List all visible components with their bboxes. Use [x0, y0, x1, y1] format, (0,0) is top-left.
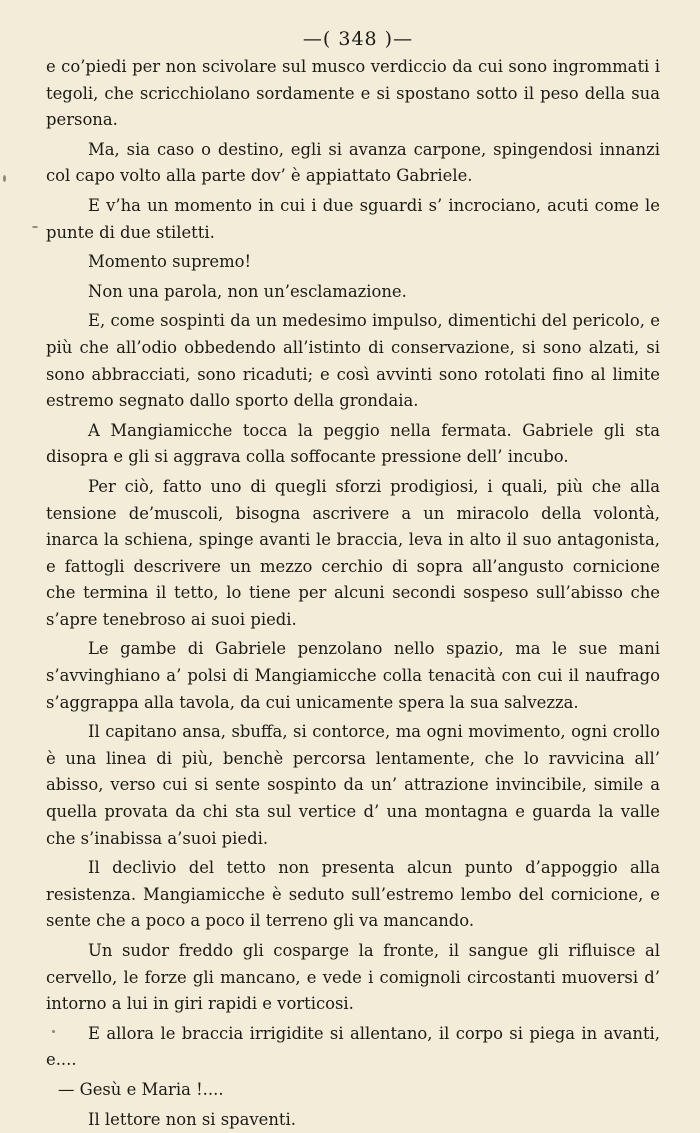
paragraph: Per ciò, fatto uno di quegli sforzi prodigiosi, i quali, più che alla tensione de’muscoli, bisogna ascrivere a un miracolo della volontà, inarca la schiena, spinge avanti le braccia, leva in alto il suo antagonista, e fattogli descrivere un mezzo cerchio di sopra all’angusto cornicione che termina il tetto, lo tiene per alcuni secondi sospeso sull’abisso che s’apre tenebroso ai suoi piedi. [46, 476, 660, 629]
paragraph: Un sudor freddo gli cosparge la fronte, il sangue gli rifluisce al cervello, le forze gli mancano, e vede i comignoli circostanti muoversi d’ intorno a lui in giri rapidi e vorticosi. [46, 941, 660, 1014]
paragraph: E v’ha un momento in cui i due sguardi s’ incrociano, acuti come le punte di due stiletti. [46, 195, 660, 242]
paragraph: E, come sospinti da un medesimo impulso, dimentichi del pericolo, e più che all’odio obbedendo all’istinto di conservazione, si sono alzati, si sono abbracciati, sono ricaduti; e così avvinti sono rotolati fino al limite estremo segnato dallo sporto della grondaia. [46, 311, 660, 411]
paper-speck [52, 1030, 55, 1033]
paragraph: Il declivio del tetto non presenta alcun punto d’appoggio alla resistenza. Mangiamicche è seduto sull’estremo lembo del cornicione, e sente che a poco a poco il terreno gli va mancando. [46, 858, 660, 931]
paragraph: Le gambe di Gabriele penzolano nello spazio, ma le sue mani s’avvinghiano a’ polsi di Mangiamicche colla tenacità con cui il naufrago s’aggrappa alla tavola, da cui unicamente spera la sua salvezza. [46, 639, 660, 712]
paragraph: Ma, sia caso o destino, egli si avanza carpone, spingendosi innanzi col capo volto alla parte dov’ è appiattato Gabriele. [46, 139, 660, 186]
paragraph: — Gesù e Maria !.... [58, 1079, 224, 1099]
paragraph: Non una parola, non un’esclamazione. [88, 281, 407, 301]
paragraph: Il capitano ansa, sbuffa, si contorce, ma ogni movimento, ogni crollo è una linea di più, benchè percorsa lentamente, che lo ravvicina all’ abisso, verso cui si sente sospinto da un’ attrazione invincibile, simile a quella provata da chi sta sul vertice d’ una montagna e guarda la valle che s’inabissa a’suoi piedi. [46, 722, 660, 848]
paragraph: Il lettore non si spaventi. [88, 1109, 296, 1129]
paper-speck [3, 175, 6, 182]
paragraph: e co’piedi per non scivolare sul musco verdiccio da cui sono ingrommati i tegoli, che scricchiolano sordamente e si spostano sotto il peso della sua persona. [46, 57, 660, 130]
paragraph: Momento supremo! [88, 252, 252, 272]
paragraph: E allora le braccia irrigidite si allentano, il corpo si piega in avanti, e.... [46, 1023, 660, 1070]
paragraph: A Mangiamicche tocca la peggio nella fermata. Gabriele gli sta disopra e gli si aggrava colla soffocante pressione dell’ incubo. [46, 420, 660, 467]
page-number: —( 348 )— [302, 28, 414, 50]
paper-speck [32, 226, 38, 228]
